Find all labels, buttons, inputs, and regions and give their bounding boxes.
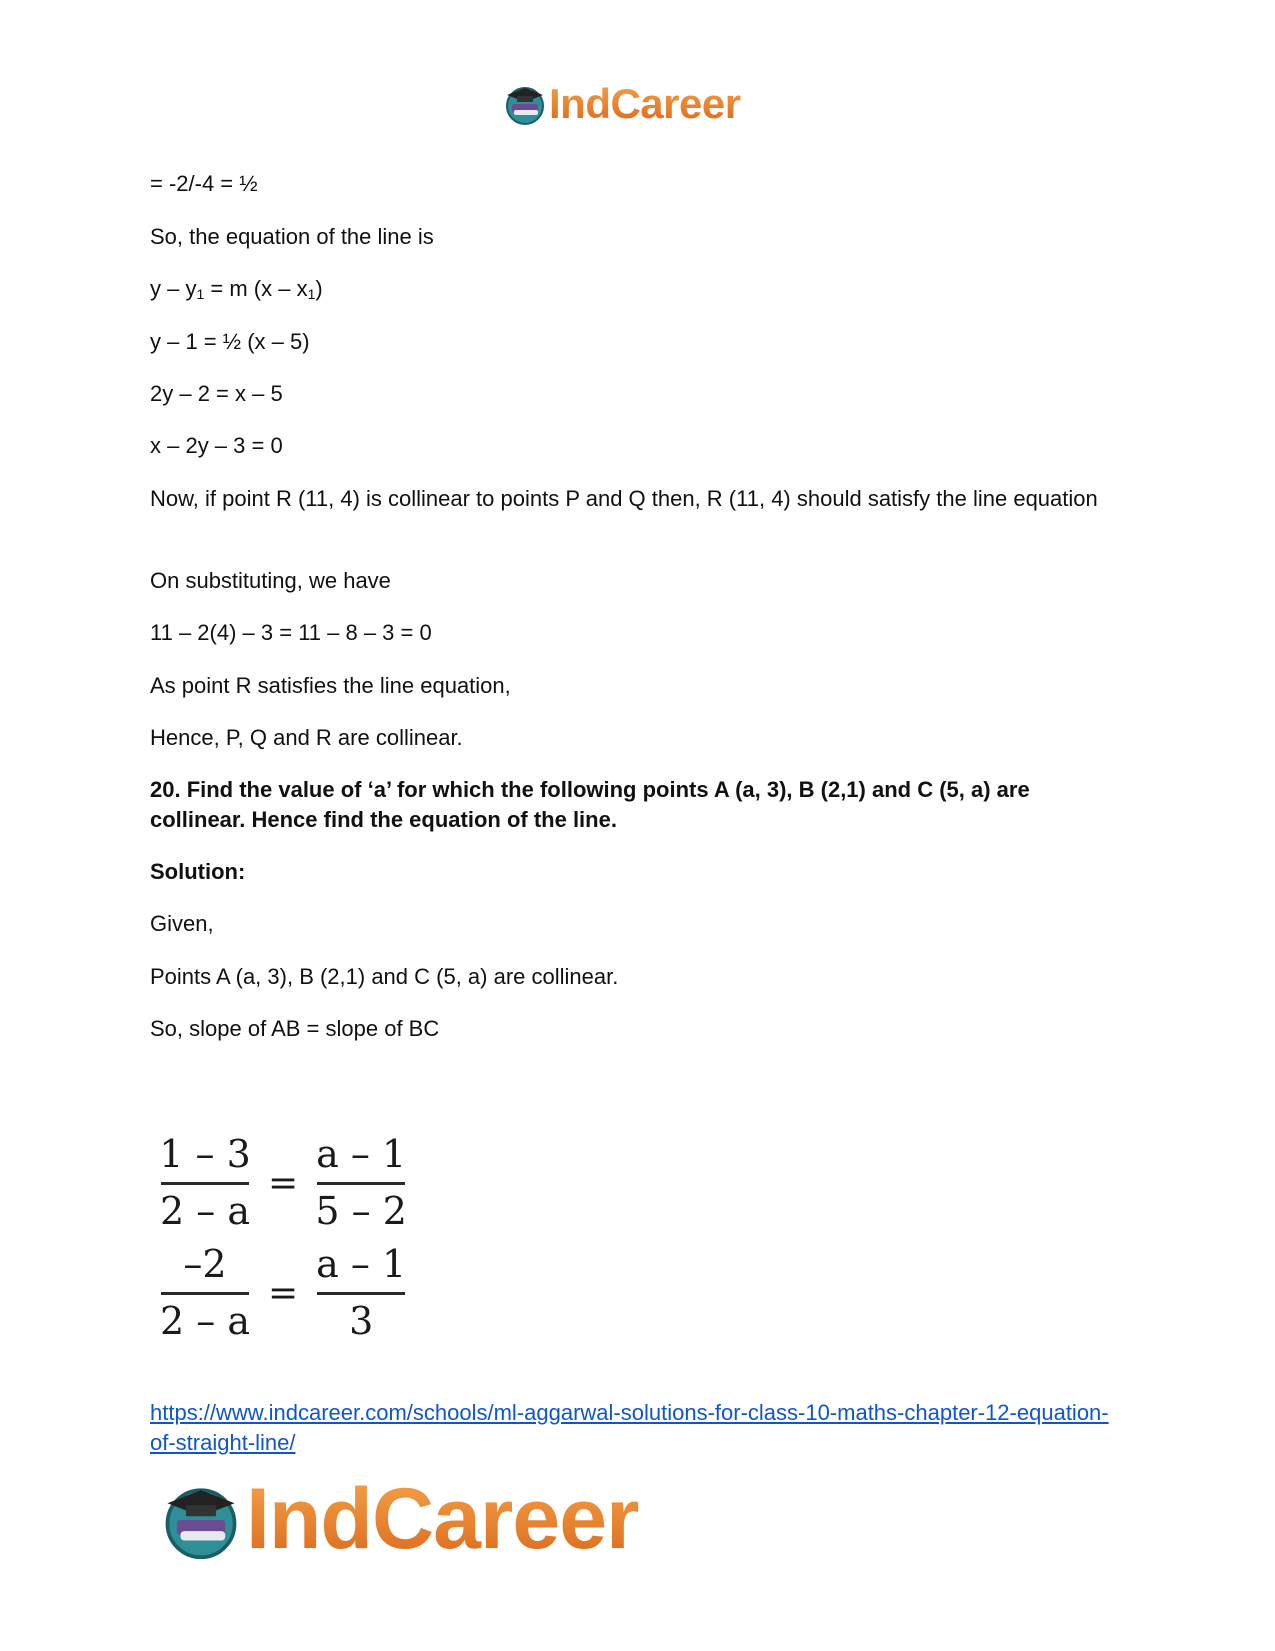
header-logo [503, 80, 741, 128]
question-20: 20. Find the value of ‘a’ for which the following points A (a, 3), B (2,1) and C (5, a) are collinear. Hence find the equation of the line. [150, 777, 1030, 832]
solution-points: Points A (a, 3), B (2,1) and C (5, a) are collinear. [150, 964, 619, 989]
footer-logo [160, 1470, 639, 1569]
line-point-slope-form: $y - y_1 = m$ $(x - x_1)$ [150, 276, 323, 302]
line-expanded: 2y – 2 = x – 5 [150, 381, 283, 406]
graduation-cap-globe-icon [503, 82, 547, 126]
line-final-equation: x – 2y – 3 = 0 [150, 433, 283, 458]
equals-sign: = [268, 1162, 299, 1204]
fraction-left: $\frac{1 - 3}{2 - a}$ [159, 1131, 251, 1233]
equals-sign: = [268, 1272, 299, 1314]
graduation-cap-globe-icon [160, 1479, 242, 1561]
fraction-left: $\frac{-2}{2 - a}$ [160, 1241, 250, 1343]
solution-slope: So, slope of AB = slope of BC [150, 1016, 440, 1041]
fraction-right: $\frac{a - 1}{3}$ [316, 1241, 407, 1343]
equation-row-1 [160, 1128, 406, 1238]
line-calculation: 11 – 2(4) – 3 = 11 – 8 – 3 = 0 [150, 620, 432, 645]
line-equation-intro: So, the equation of the line is [150, 224, 434, 249]
line-satisfies: As point R satisfies the line equation, [150, 673, 511, 698]
line-substituting: On substituting, we have [150, 568, 391, 593]
footer-link[interactable]: https://www.indcareer.com/schools/ml-aggarwal-solutions-for-class-10-maths-chapter-12-equation-of-straight-line/ [150, 1400, 1109, 1455]
line-conclusion: Hence, P, Q and R are collinear. [150, 725, 463, 750]
line-collinear-check: Now, if point R (11, 4) is collinear to points P and Q then, R (11, 4) should satisfy the line equation [150, 486, 1098, 511]
equation-row-2 [160, 1238, 406, 1348]
solution-heading: Solution: [150, 859, 246, 884]
line-slope-value: = -2/-4 = ½ [150, 171, 258, 196]
slope-equation-image [160, 1128, 406, 1348]
header-logo-text: IndCareer [549, 80, 741, 127]
line-substituted: y – 1 = ½ (x – 5) [150, 329, 310, 354]
footer-logo-text: IndCareer [246, 1471, 639, 1567]
fraction-right: $\frac{a - 1}{5 - 2}$ [315, 1131, 407, 1233]
solution-given: Given, [150, 911, 214, 936]
